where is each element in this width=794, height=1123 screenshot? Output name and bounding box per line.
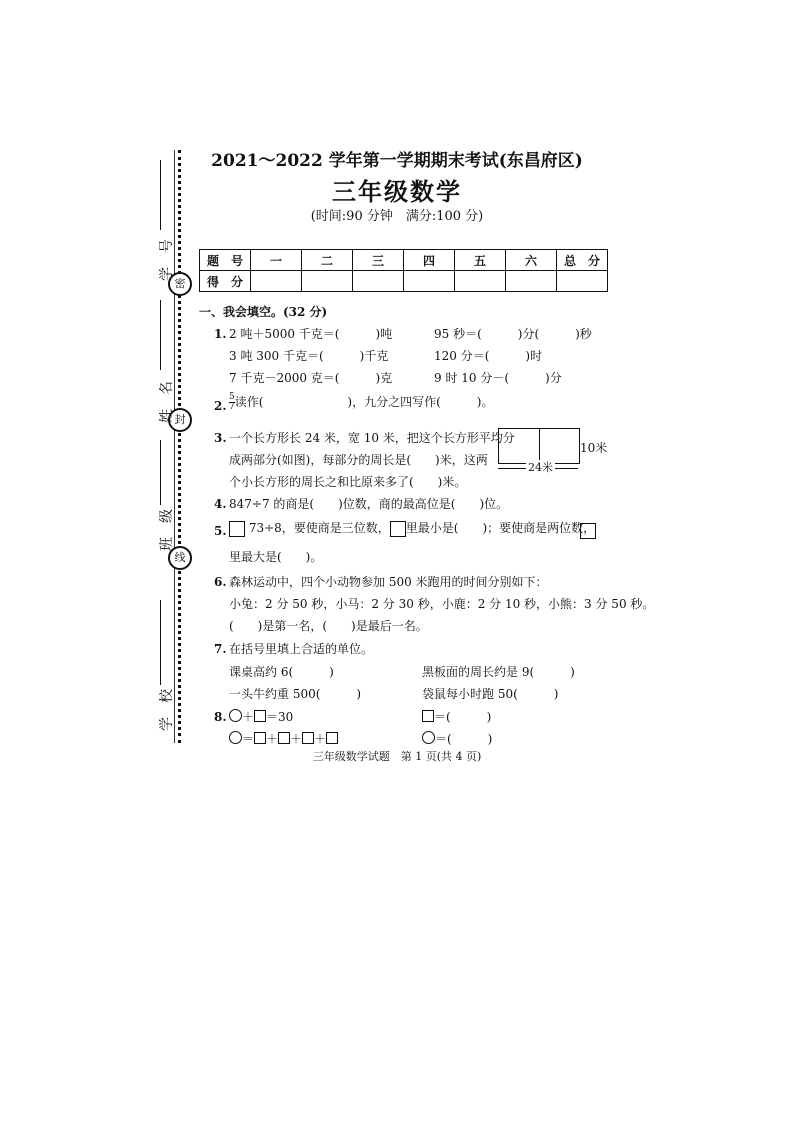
square-symbol-icon bbox=[302, 732, 314, 744]
question-number: 8. bbox=[214, 710, 227, 724]
score-table-header-row bbox=[200, 250, 608, 271]
q6-line3: ( )是第一名，( )是最后一名。 bbox=[229, 619, 428, 633]
q1-e: 7 千克－2000 克＝( )克 bbox=[229, 371, 393, 385]
score-table-col: 一 bbox=[251, 250, 302, 271]
q3-divider-line bbox=[539, 429, 540, 463]
exam-subject: 三年级数学 bbox=[332, 177, 462, 206]
question-number: 7. bbox=[214, 642, 227, 656]
score-table-col: 四 bbox=[404, 250, 455, 271]
circle-symbol-icon bbox=[229, 731, 242, 744]
q3-line1: 一个长方形长 24 米，宽 10 米，把这个长方形平均分 bbox=[229, 431, 515, 445]
circle-symbol-icon bbox=[229, 709, 242, 722]
q1-d: 120 分＝( )时 bbox=[434, 349, 543, 363]
student-id-label: 学 号 bbox=[159, 239, 175, 281]
exam-meta: (时间:90 分钟 满分:100 分) bbox=[310, 209, 484, 224]
school-blank[interactable] bbox=[160, 600, 161, 685]
exam-title: 2021～2022 学年第一学期期末考试(东昌府区) bbox=[211, 151, 583, 171]
score-cell[interactable] bbox=[251, 271, 302, 292]
class-label: 班 级 bbox=[159, 509, 175, 551]
score-table-col: 三 bbox=[353, 250, 404, 271]
q3-rectangle-diagram bbox=[498, 428, 580, 464]
blank-square-icon[interactable] bbox=[580, 523, 596, 539]
score-cell[interactable] bbox=[506, 271, 557, 292]
blank-square-icon[interactable] bbox=[229, 521, 245, 537]
class-blank[interactable] bbox=[160, 440, 161, 505]
binding-mark-feng: 封 bbox=[168, 408, 192, 432]
square-symbol-icon bbox=[254, 710, 266, 722]
answer-blank: ＝( ) bbox=[434, 710, 492, 724]
q8-answer-square bbox=[422, 709, 491, 725]
q7-text: 在括号里填上合适的单位。 bbox=[229, 642, 374, 656]
score-cell[interactable] bbox=[455, 271, 506, 292]
q1-b: 95 秒＝( )分( )秒 bbox=[434, 327, 592, 341]
q5-part1: 73÷8，要使商是三位数， bbox=[248, 521, 390, 535]
q6-line1: 森林运动中，四个小动物参加 500 米跑用的时间分别如下： bbox=[229, 575, 548, 589]
fraction-numerator: 5 bbox=[229, 392, 235, 402]
score-table-row-label: 得 分 bbox=[200, 271, 251, 292]
square-symbol-icon bbox=[326, 732, 338, 744]
score-table-score-row bbox=[200, 271, 608, 292]
q7-c: 一头牛约重 500( ) bbox=[229, 687, 362, 701]
plus-sign: ＋ bbox=[242, 710, 255, 724]
q1-c: 3 吨 300 千克＝( )千克 bbox=[229, 349, 389, 363]
fraction-denominator: 7 bbox=[229, 402, 235, 412]
q1-f: 9 时 10 分－( )分 bbox=[434, 371, 562, 385]
score-table-col: 二 bbox=[302, 250, 353, 271]
score-cell[interactable] bbox=[404, 271, 455, 292]
q8-equation1 bbox=[229, 709, 293, 725]
question-number: 2. bbox=[214, 399, 227, 413]
q5-part2: 里最小是( )；要使商是两位数， bbox=[405, 521, 596, 535]
score-table-col: 五 bbox=[455, 250, 506, 271]
q6-line2: 小兔：2 分 50 秒，小马：2 分 30 秒，小鹿：2 分 10 秒，小熊：3 分 50 秒。 bbox=[229, 597, 655, 611]
q2-line bbox=[229, 393, 493, 412]
q8-equation2 bbox=[229, 731, 338, 747]
square-symbol-icon bbox=[254, 732, 266, 744]
q3-line3: 个小长方形的周长之和比原来多了( )米。 bbox=[229, 475, 467, 489]
binding-mark-xian: 线 bbox=[168, 546, 192, 570]
score-cell[interactable] bbox=[557, 271, 608, 292]
q3-width-label: 10米 bbox=[580, 441, 608, 455]
student-name-blank[interactable] bbox=[160, 300, 161, 370]
score-table bbox=[199, 249, 608, 292]
square-symbol-icon bbox=[278, 732, 290, 744]
q3-line2: 成两部分(如图)，每部分的周长是( )米，这两 bbox=[229, 453, 488, 467]
q7-a: 课桌高约 6( ) bbox=[229, 665, 334, 679]
binding-dotted-line bbox=[178, 150, 181, 743]
q7-d: 袋鼠每小时跑 50( ) bbox=[422, 687, 559, 701]
plus-sign: ＋ bbox=[266, 732, 279, 746]
binding-mark-mi: 密 bbox=[168, 272, 192, 296]
school-label: 学 校 bbox=[159, 689, 175, 731]
question-number: 1. bbox=[214, 327, 227, 341]
plus-sign: ＋ bbox=[314, 732, 327, 746]
page-footer: 三年级数学试题 第 1 页(共 4 页) bbox=[312, 750, 482, 763]
answer-blank: ＝( ) bbox=[435, 732, 493, 746]
score-table-col: 总 分 bbox=[557, 250, 608, 271]
score-table-row-label: 题 号 bbox=[200, 250, 251, 271]
q3-length-label: 24米 bbox=[528, 461, 553, 474]
q2-text: 读作( )，九分之四写作( )。 bbox=[234, 395, 494, 409]
equals-sign: ＝ bbox=[242, 732, 255, 746]
question-number: 4. bbox=[214, 497, 227, 511]
square-symbol-icon bbox=[422, 710, 434, 722]
q1-a: 2 吨＋5000 千克＝( )吨 bbox=[229, 327, 393, 341]
circle-symbol-icon bbox=[422, 731, 435, 744]
blank-square-icon[interactable] bbox=[390, 521, 406, 537]
student-name-label: 姓 名 bbox=[159, 381, 175, 423]
equals-thirty: ＝30 bbox=[266, 710, 294, 724]
q5-trailing-square[interactable] bbox=[580, 520, 596, 539]
score-cell[interactable] bbox=[302, 271, 353, 292]
score-cell[interactable] bbox=[353, 271, 404, 292]
q5-line1 bbox=[229, 520, 595, 537]
plus-sign: ＋ bbox=[290, 732, 303, 746]
q4-text: 847÷7 的商是( )位数，商的最高位是( )位。 bbox=[229, 497, 509, 511]
q7-b: 黑板面的周长约是 9( ) bbox=[422, 665, 575, 679]
score-table-col: 六 bbox=[506, 250, 557, 271]
section-heading: 一、我会填空。(32 分) bbox=[199, 305, 328, 319]
q8-answer-circle bbox=[422, 731, 492, 747]
question-number: 3. bbox=[214, 431, 227, 445]
question-number: 5. bbox=[214, 524, 227, 538]
q5-part3: 里最大是( )。 bbox=[229, 550, 323, 564]
question-number: 6. bbox=[214, 575, 227, 589]
